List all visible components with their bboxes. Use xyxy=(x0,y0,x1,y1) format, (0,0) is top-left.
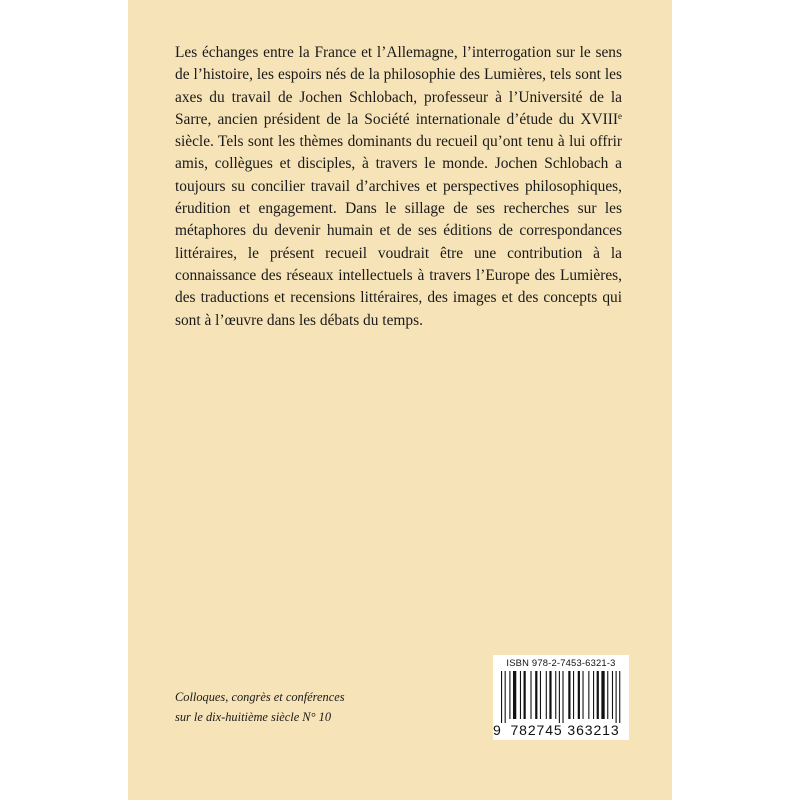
barcode-bar xyxy=(607,671,608,719)
series-line-1: Colloques, congrès et conférences xyxy=(175,690,345,704)
series-line-2: sur le dix-huitième siècle N° 10 xyxy=(175,710,332,724)
barcode-bar xyxy=(555,671,556,719)
cover-blurb xyxy=(175,42,622,332)
blurb-text-part-2: siècle. Tels sont les thèmes dominants du recueil qu’ont tenu à lui offrir amis, collègues et disciples, à travers le monde. Jochen Schlobach a toujours su concilier travail d’archives et perspectives philosophiques, érudition et engagement. Dans le sillage de ses recherches sur les métaphores du devenir humain et de ses éditions de correspondances littéraires, le présent recueil voudrait être une contribution à la connaissance des réseaux intellectuels à travers l’Europe des Lumières, des traductions et recensions littéraires, des images et des concepts qui sont à l’œuvre dans les débats du temps. xyxy=(175,133,622,329)
isbn-label: ISBN 978-2-7453-6321-3 xyxy=(506,657,616,668)
barcode-bar xyxy=(588,671,589,719)
barcode-bar xyxy=(501,671,502,723)
series-title xyxy=(175,687,455,727)
barcode-bar xyxy=(582,671,583,719)
barcode-block xyxy=(493,655,629,740)
ean-digits: 782745 363213 xyxy=(510,722,620,738)
barcode-bar xyxy=(540,671,541,719)
barcode-bar xyxy=(530,671,531,719)
barcode-bar xyxy=(568,671,570,719)
barcode-bar xyxy=(549,671,551,719)
barcode-bar xyxy=(524,671,526,719)
barcode-bar xyxy=(546,671,547,719)
ean-first-digit: 9 xyxy=(493,722,501,738)
barcode-bar xyxy=(597,671,599,719)
barcode-bar xyxy=(535,671,537,719)
barcode-bar xyxy=(562,671,563,723)
barcode-bar xyxy=(513,671,516,719)
blurb-text-part-1: Les échanges entre la France et l’Allemagne, l’interrogation sur le sens de l’histoire, les espoirs nés de la philosophie des Lumières, tels sont les axes du travail de Jochen Schlobach, professeur à l’Université de la Sarre, ancien président de la Société internationale d’étude du XVIII xyxy=(175,44,622,128)
barcode-bar xyxy=(601,671,604,719)
barcode-bar xyxy=(559,671,560,723)
barcode-bar xyxy=(593,671,594,719)
barcode-bar xyxy=(520,671,521,719)
barcode-bar xyxy=(509,671,510,719)
barcode-bar xyxy=(573,671,574,719)
barcode-bar xyxy=(578,671,580,719)
barcode-bar xyxy=(505,671,506,723)
barcode-graphic xyxy=(501,671,621,723)
blurb-superscript: e xyxy=(618,110,622,121)
barcode-bar xyxy=(616,671,617,723)
barcode-bar xyxy=(612,671,613,719)
barcode-bar xyxy=(619,671,620,723)
